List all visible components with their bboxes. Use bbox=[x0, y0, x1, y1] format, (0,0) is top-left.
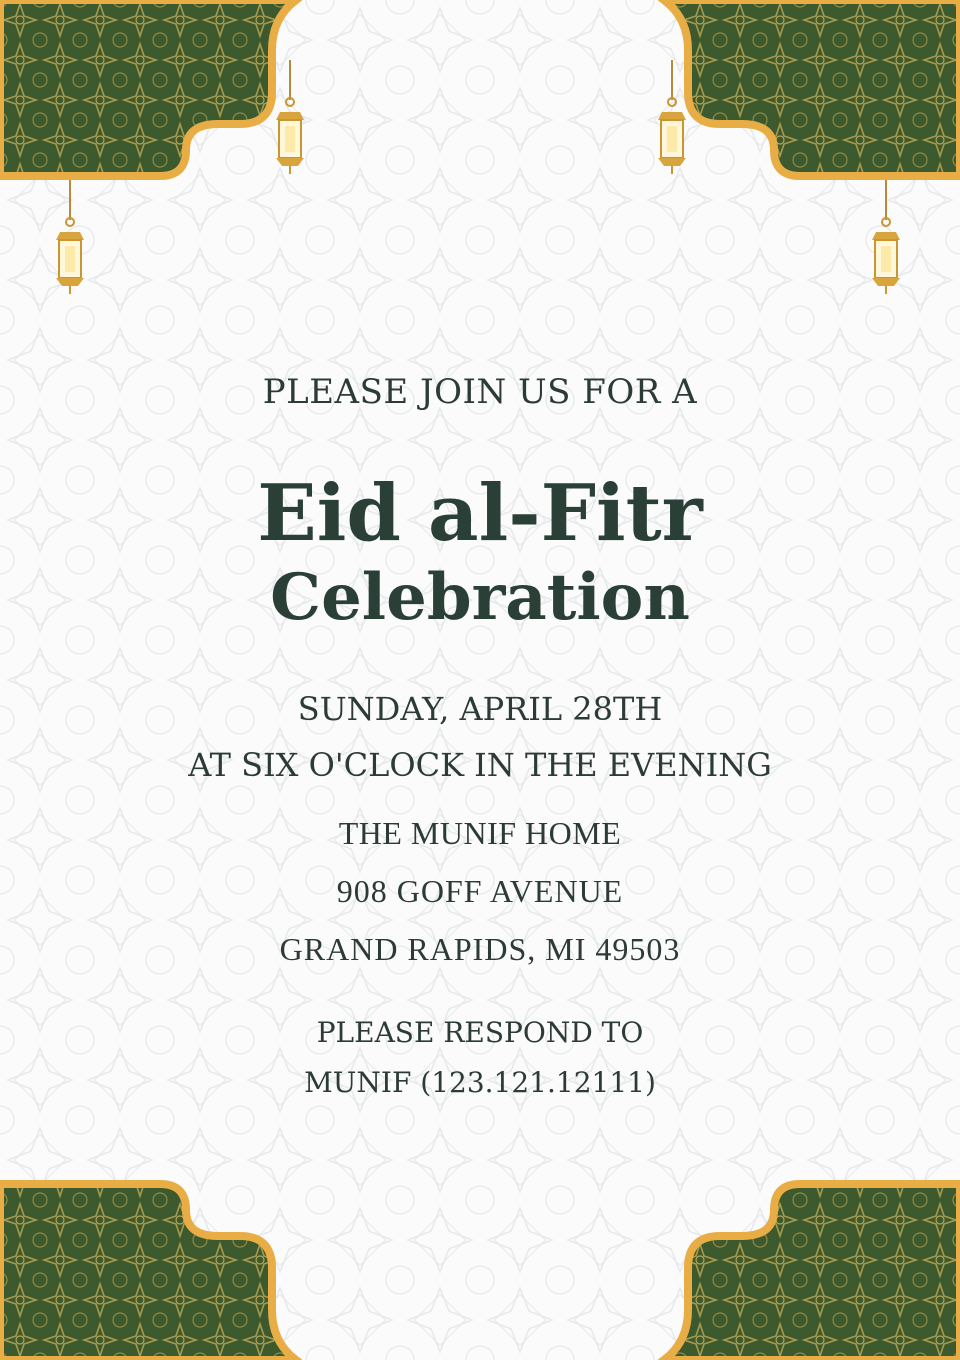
venue-name: THE MUNIF HOME bbox=[338, 815, 622, 851]
venue-city: GRAND RAPIDS, MI 49503 bbox=[279, 931, 681, 967]
venue-street: 908 GOFF AVENUE bbox=[336, 873, 624, 909]
geometric-pattern-corner-bottom-left bbox=[0, 1170, 320, 1360]
hanging-lantern-icon bbox=[50, 180, 90, 300]
rsvp-label: PLEASE RESPOND TO bbox=[316, 1016, 644, 1049]
hanging-lantern-icon bbox=[866, 180, 906, 300]
rsvp-contact: MUNIF (123.121.12111) bbox=[304, 1066, 656, 1099]
hanging-lantern-icon bbox=[652, 60, 692, 180]
geometric-pattern-corner-bottom-right bbox=[640, 1170, 960, 1360]
event-title-line2: Celebration bbox=[270, 560, 690, 635]
event-title-line1: Eid al-Fitr bbox=[257, 468, 703, 559]
intro-text: PLEASE JOIN US FOR A bbox=[262, 372, 698, 412]
hanging-lantern-icon bbox=[270, 60, 310, 180]
event-time: AT SIX O'CLOCK IN THE EVENING bbox=[188, 746, 772, 784]
event-date: SUNDAY, APRIL 28TH bbox=[297, 690, 663, 728]
